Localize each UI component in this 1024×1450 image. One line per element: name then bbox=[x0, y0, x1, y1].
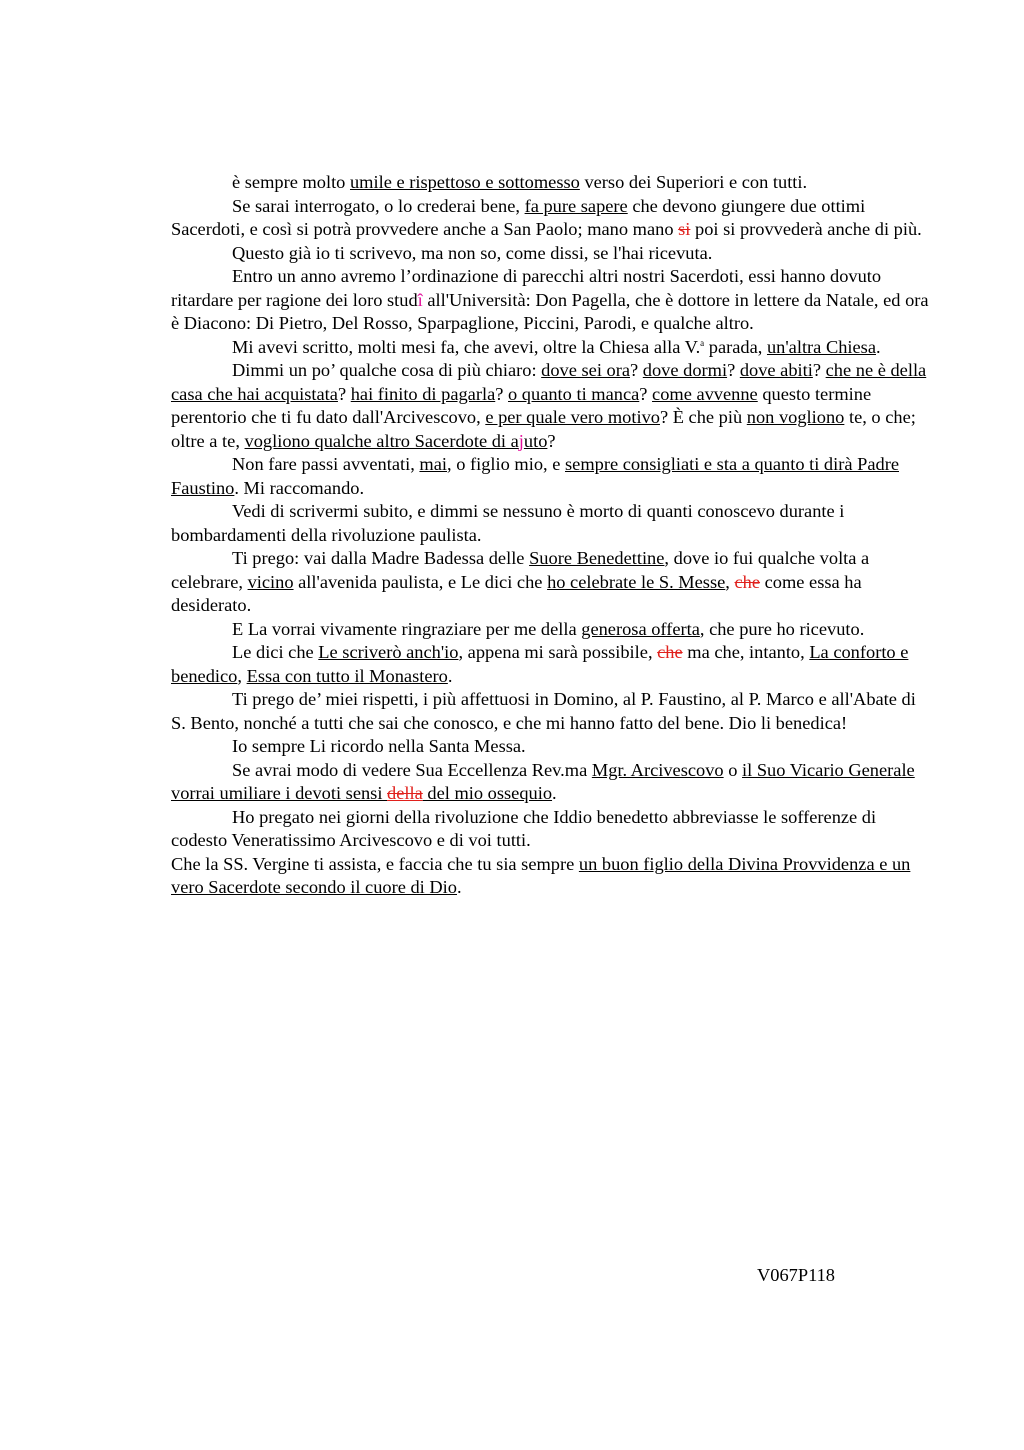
text-run: ? bbox=[337, 383, 351, 404]
paragraph bbox=[171, 195, 931, 242]
text-run: Se sarai interrogato, o lo crederai bene, bbox=[232, 195, 525, 216]
text-run: Ti prego de’ miei rispetti, i più affettuosi in Domino, al P. Faustino, al P. Marco e all'Abate di S. Bento, nonché a tutti che sai che conosco, e che mi hanno fatto del bene. Dio li benedica! bbox=[171, 689, 916, 733]
deleted-text: della bbox=[387, 783, 423, 803]
paragraph bbox=[171, 806, 931, 853]
paragraph bbox=[171, 547, 931, 618]
text-run: questo termine perentorio che ti fu dato dall'Arcivescovo, bbox=[171, 383, 872, 427]
underlined-text: hai finito di pagarla bbox=[350, 383, 496, 404]
underlined-text: vogliono qualche altro Sacerdote di a bbox=[244, 430, 519, 451]
page-code: V067P118 bbox=[757, 1265, 835, 1285]
paragraph bbox=[171, 265, 931, 336]
text-run: Dimmi un po’ qualche cosa di più chiaro: bbox=[232, 360, 542, 380]
underlined-text: La conforto e benedico bbox=[171, 642, 909, 686]
paragraph bbox=[171, 359, 931, 453]
text-run: ? bbox=[812, 360, 826, 380]
text-run: poi si provvederà anche di più. bbox=[690, 219, 922, 239]
text-run: . bbox=[876, 336, 881, 357]
text-run: o bbox=[723, 759, 743, 780]
underlined-text: mai bbox=[419, 454, 447, 474]
underlined-text: un buon figlio della Divina Provvidenza e un vero Sacerdote secondo il cuore di Dio bbox=[171, 853, 911, 897]
underlined-text: dove sei ora bbox=[541, 360, 631, 380]
inserted-mark: j bbox=[518, 430, 524, 451]
text-run: Le dici che bbox=[232, 642, 319, 662]
text-run: Vedi di scrivermi subito, e dimmi se nessuno è morto di quanti conoscevo durante i bombardamenti della rivoluzione paulista. bbox=[171, 501, 845, 545]
text-run: è sempre molto bbox=[232, 172, 350, 192]
text-run: ? bbox=[547, 430, 556, 451]
text-run: ? bbox=[639, 383, 653, 404]
text-run: ? bbox=[495, 383, 509, 404]
underlined-text: fa pure sapere bbox=[524, 195, 628, 216]
text-run: Questo già io ti scrivevo, ma non so, come dissi, se l'hai ricevuta. bbox=[232, 242, 713, 263]
text-run: Non fare passi avventati, bbox=[232, 454, 420, 474]
text-run: , che pure ho ricevuto. bbox=[699, 618, 865, 639]
text-run: all'avenida paulista, e Le dici che bbox=[293, 571, 548, 592]
text-run: Io sempre Li ricordo nella Santa Messa. bbox=[232, 736, 526, 756]
paragraph bbox=[171, 759, 931, 806]
deleted-text: si bbox=[678, 219, 691, 239]
underlined-text: umile e rispettoso e sottomesso bbox=[349, 172, 580, 192]
text-run: Entro un anno avremo l’ordinazione di parecchi altri nostri Sacerdoti, essi hanno dovuto ritardare per ragione dei loro stud bbox=[171, 266, 882, 310]
deleted-text: che bbox=[657, 642, 683, 662]
underlined-text: uto bbox=[523, 430, 548, 451]
text-run: . Mi raccomando. bbox=[234, 477, 365, 498]
superscript: a bbox=[700, 337, 705, 348]
paragraph bbox=[171, 618, 931, 642]
underlined-text: Le scriverò anch'io bbox=[318, 642, 459, 662]
text-run: . bbox=[456, 877, 462, 897]
text-run: te, o che; oltre a te, bbox=[171, 407, 916, 451]
text-run: all'Università: Don Pagella, che è dottore in lettere da Natale, ed ora è Diacono: Di Pietro, Del Rosso, Sparpaglione, Piccini, Parodi, e qualche altro. bbox=[171, 289, 929, 333]
paragraph bbox=[171, 735, 931, 759]
paragraph bbox=[171, 336, 931, 360]
underlined-text: dove dormi bbox=[642, 360, 728, 380]
text-run: parada, bbox=[704, 336, 767, 357]
text-run: E La vorrai vivamente ringraziare per me della bbox=[232, 618, 582, 639]
inserted-mark: î bbox=[417, 289, 423, 310]
text-run: ? È che più bbox=[659, 407, 747, 427]
underlined-text: che ne è della casa che hai acquistata bbox=[171, 360, 927, 404]
underlined-text: sempre consigliati e sta a quanto ti dirà Padre Faustino bbox=[171, 454, 899, 498]
paragraph bbox=[171, 641, 931, 688]
underlined-text: generosa offerta bbox=[581, 618, 700, 639]
text-run: come essa ha desiderato. bbox=[171, 571, 862, 615]
underlined-text: il Suo Vicario Generale vorrai umiliare i devoti sensi bbox=[171, 759, 915, 803]
underlined-text: del mio ossequio bbox=[422, 783, 553, 803]
text-run: , appena mi sarà possibile, bbox=[458, 642, 658, 662]
text-run: Che la SS. Vergine ti assista, e faccia che tu sia sempre bbox=[171, 853, 579, 874]
text-run: ? bbox=[630, 360, 643, 380]
text-run: che devono giungere due ottimi Sacerdoti, e così si potrà provvedere anche a San Paolo; mano mano bbox=[171, 195, 866, 239]
text-run: . bbox=[552, 783, 557, 803]
underlined-text: e per quale vero motivo bbox=[485, 407, 660, 427]
underlined-text: come avvenne bbox=[652, 383, 758, 404]
paragraph bbox=[171, 242, 931, 266]
paragraph bbox=[171, 688, 931, 735]
text-run: , dove io fui qualche volta a celebrare, bbox=[171, 548, 870, 592]
underlined-text: dove abiti bbox=[739, 360, 813, 380]
underlined-text: o quanto ti manca bbox=[508, 383, 640, 404]
underlined-text: vicino bbox=[247, 571, 294, 592]
underlined-text: non vogliono bbox=[746, 407, 845, 427]
text-run: Ti prego: vai dalla Madre Badessa delle bbox=[232, 548, 530, 568]
text-run: Se avrai modo di vedere Sua Eccellenza Rev.ma bbox=[232, 759, 592, 780]
underlined-text: Mgr. Arcivescovo bbox=[591, 759, 724, 780]
underlined-text: un'altra Chiesa bbox=[766, 336, 876, 357]
underlined-text: Essa con tutto il Monastero bbox=[246, 665, 448, 686]
paragraph bbox=[171, 500, 931, 547]
paragraph bbox=[171, 171, 931, 195]
text-run: Mi avevi scritto, molti mesi fa, che avevi, oltre la Chiesa alla V. bbox=[232, 336, 701, 357]
paragraph bbox=[171, 853, 931, 900]
underlined-text: ho celebrate le S. Messe bbox=[547, 571, 726, 592]
deleted-text: che bbox=[734, 571, 761, 592]
underlined-text: Suore Benedettine bbox=[529, 548, 665, 568]
text-run: , bbox=[725, 571, 735, 592]
text-run: , bbox=[237, 665, 247, 686]
text-run: , o figlio mio, e bbox=[447, 454, 565, 474]
text-run: ? bbox=[727, 360, 740, 380]
text-run: Ho pregato nei giorni della rivoluzione che Iddio benedetto abbreviasse le sofferenze di codesto Veneratissimo Arcivescovo e di voi tutti. bbox=[171, 806, 877, 850]
letter-body bbox=[171, 171, 931, 900]
paragraph bbox=[171, 453, 931, 500]
text-run: verso dei Superiori e con tutti. bbox=[579, 172, 808, 192]
text-run: ma che, intanto, bbox=[682, 642, 810, 662]
text-run: . bbox=[447, 665, 453, 686]
